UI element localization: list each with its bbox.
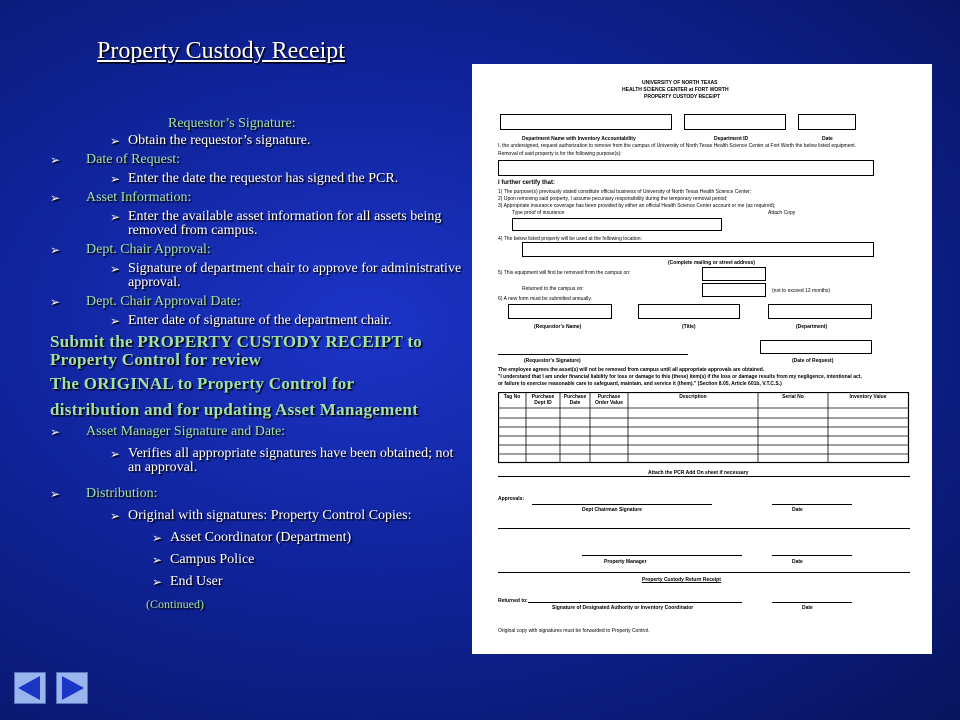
- location-box: [522, 242, 874, 257]
- submit-line: Submit the PROPERTY CUSTODY RECEIPT to Property Control for review: [50, 332, 423, 369]
- label-date: Date: [822, 136, 833, 142]
- arrow-bullet-icon: ➢: [110, 262, 121, 276]
- bullet-item: ➢ Enter date of signature of the department chair.: [110, 313, 392, 328]
- bullet-item: ➢ Enter the available asset information for all assets being removed from campus.: [110, 209, 442, 238]
- arrow-bullet-icon: ➢: [152, 575, 163, 589]
- dept-id-box: [684, 114, 786, 130]
- table-header-cell: Purchase Date: [563, 394, 587, 406]
- c5: 5) This equipment will first be removed from the campus on:: [498, 270, 631, 276]
- bullet-item: ➢ Asset Information:: [50, 190, 192, 205]
- chair-sig-line: [532, 504, 712, 505]
- bullet-item: ➢ Date of Request:: [50, 152, 181, 167]
- designated-label: Signature of Designated Authority or Inventory Coordinator: [552, 605, 694, 611]
- bullet-item: ➢ Distribution:: [50, 486, 158, 501]
- bullet-list: [50, 116, 470, 612]
- bullet-item: ➢ Enter the date the requestor has signed the PCR.: [110, 171, 399, 186]
- bullet-item: ➢ End User: [152, 574, 223, 589]
- prop-mgr-label: Property Manager: [604, 559, 647, 565]
- c4: 4) The below listed property will be used at the following location:: [498, 236, 642, 242]
- attach-label: Attach Copy: [768, 210, 796, 216]
- arrow-bullet-icon: ➢: [110, 447, 121, 461]
- insurance-box: [512, 218, 722, 231]
- arrow-bullet-icon: ➢: [152, 553, 163, 567]
- chair-date-line: [772, 504, 852, 505]
- asset-table: [498, 392, 910, 464]
- divider-line: [498, 476, 910, 477]
- requestor-name-box: [508, 304, 612, 319]
- bullet-item: ➢ Dept. Chair Approval Date:: [50, 294, 241, 309]
- bullet-item: ➢ Signature of department chair to approve for administrative approval.: [110, 261, 462, 290]
- bullet-item: ➢ Original with signatures: Property Control Copies:: [110, 508, 412, 523]
- arrow-bullet-icon: ➢: [50, 153, 61, 167]
- intro-text: I, the undersigned, request authorization to remove from the campus of University of North Texas Health Science Center at Fort Worth the below listed equipment.: [498, 143, 857, 149]
- chair-date-label: Date: [792, 507, 803, 513]
- left-triangle-icon: [15, 673, 45, 703]
- arrow-bullet-icon: ➢: [110, 172, 121, 186]
- arrow-bullet-icon: ➢: [110, 509, 121, 523]
- requestor-heading: Requestor’s Signature:: [168, 116, 296, 131]
- sig-name-label: (Requestor’s Name): [534, 324, 582, 330]
- table-header-cell: Inventory Value: [849, 394, 887, 400]
- label-deptid: Department ID: [714, 136, 749, 142]
- form-header-2: HEALTH SCIENCE CENTER at FORT WORTH: [622, 87, 729, 93]
- c3: 3) Appropriate insurance coverage has been provided by either an official Health Science Center account or me (as required);: [498, 203, 776, 209]
- next-slide-button[interactable]: [56, 672, 88, 704]
- previous-slide-button[interactable]: [14, 672, 46, 704]
- arrow-bullet-icon: ➢: [110, 210, 121, 224]
- divider-line-2: [498, 528, 910, 529]
- arrow-bullet-icon: ➢: [50, 191, 61, 205]
- return-receipt-heading: Property Custody Return Receipt: [642, 577, 721, 583]
- requestor-sig-line: [498, 354, 688, 355]
- arrow-bullet-icon: ➢: [152, 531, 163, 545]
- attach-pcr: Attach the PCR Add On sheet if necessary: [648, 470, 749, 476]
- return-date-label: Date: [802, 605, 813, 611]
- insurance-label: Type proof of insurance: [512, 210, 565, 216]
- agree-3: or failure to exercise reasonable care to safeguard, maintain, and service it (them)." (Section 8.05, Article 601b, V.T.C.S.): [498, 381, 782, 387]
- request-date-box: [760, 340, 872, 354]
- returned-to-label: Returned to:: [498, 598, 528, 604]
- purpose-box: [498, 160, 874, 176]
- chair-sig-label: Dept Chairman Signature: [582, 507, 643, 513]
- table-header-cell: Purchase Dept ID: [531, 394, 555, 406]
- arrow-bullet-icon: ➢: [110, 314, 121, 328]
- title-box: [638, 304, 740, 319]
- sig-req-label: (Requestor’s Signature): [524, 358, 581, 364]
- bullet-item: ➢ Verifies all appropriate signatures have been obtained; not an approval.: [110, 446, 454, 475]
- sig-date-label: (Date of Request): [792, 358, 834, 364]
- sig-title-label: (Title): [682, 324, 696, 330]
- original-line-2: distribution and for updating Asset Management: [50, 400, 419, 419]
- dept-name-box: [500, 114, 672, 130]
- original-line-1: The ORIGINAL to Property Control for: [50, 374, 355, 393]
- c2: 2) Upon removing said property, I assume pecuniary responsibility during the temporary removal period;: [498, 196, 728, 202]
- removed-date-box: [702, 267, 766, 281]
- prop-mgr-line: [582, 555, 742, 556]
- returned-date-box: [702, 283, 766, 297]
- divider-line-3: [498, 572, 910, 573]
- arrow-bullet-icon: ➢: [50, 295, 61, 309]
- department-box: [768, 304, 872, 319]
- arrow-bullet-icon: ➢: [50, 487, 61, 501]
- certify-heading: I further certify that:: [498, 180, 556, 186]
- footer-note: Original copy with signatures must be forwarded to Property Control.: [498, 628, 650, 634]
- form-image: [472, 64, 932, 654]
- agree-2: "I understand that I am under financial liability for loss or damage to this (these) item(s) if the loss or damage results from my negligence, intentional act,: [498, 374, 862, 380]
- c1: 1) The purpose(s) previously stated constitute official business of University of North Texas Health Science Center;: [498, 189, 752, 195]
- bullet-item: ➢ Obtain the requestor’s signature.: [110, 133, 311, 148]
- arrow-bullet-icon: ➢: [110, 134, 121, 148]
- slide-title: Property Custody Receipt: [97, 38, 345, 64]
- agree-1: The employee agrees the asset(s) will not be removed from campus until all appropriate approvals are obtained.: [498, 367, 765, 373]
- table-header-cell: Description: [679, 394, 707, 400]
- arrow-bullet-icon: ➢: [50, 243, 61, 257]
- bullet-item: ➢ Campus Police: [152, 552, 255, 567]
- form-header-1: UNIVERSITY OF NORTH TEXAS: [642, 80, 718, 86]
- bullet-item: ➢ Asset Manager Signature and Date:: [50, 424, 286, 439]
- table-header-cell: Purchase Order Value: [594, 394, 624, 406]
- continued-note: (Continued): [146, 597, 204, 611]
- removal-text: Removal of said property is for the following purpose(s):: [498, 151, 622, 157]
- return-date-line: [772, 602, 852, 603]
- label-dept: Department Name with Inventory Accountability: [522, 136, 636, 142]
- approvals-label: Approvals:: [498, 496, 525, 502]
- not-exceed-label: (not to exceed 12 months): [772, 288, 831, 294]
- bullet-item: ➢ Dept. Chair Approval:: [50, 242, 211, 257]
- mailing-label: (Complete mailing or street address): [668, 260, 755, 266]
- form-header-3: PROPERTY CUSTODY RECEIPT: [644, 94, 721, 100]
- table-header-cell: Tag No: [503, 394, 521, 400]
- c6: 6) A new form must be submitted annually.: [498, 296, 592, 302]
- returned-label: Returned to the campus on:: [522, 286, 584, 292]
- bullet-item: ➢ Asset Coordinator (Department): [152, 530, 352, 545]
- prop-date-label: Date: [792, 559, 803, 565]
- right-triangle-icon: [57, 673, 87, 703]
- table-header-cell: Serial No: [782, 394, 804, 400]
- sig-dept-label: (Department): [796, 324, 828, 330]
- date-box: [798, 114, 856, 130]
- prop-date-line: [772, 555, 852, 556]
- arrow-bullet-icon: ➢: [50, 425, 61, 439]
- returned-to-line: [528, 602, 742, 603]
